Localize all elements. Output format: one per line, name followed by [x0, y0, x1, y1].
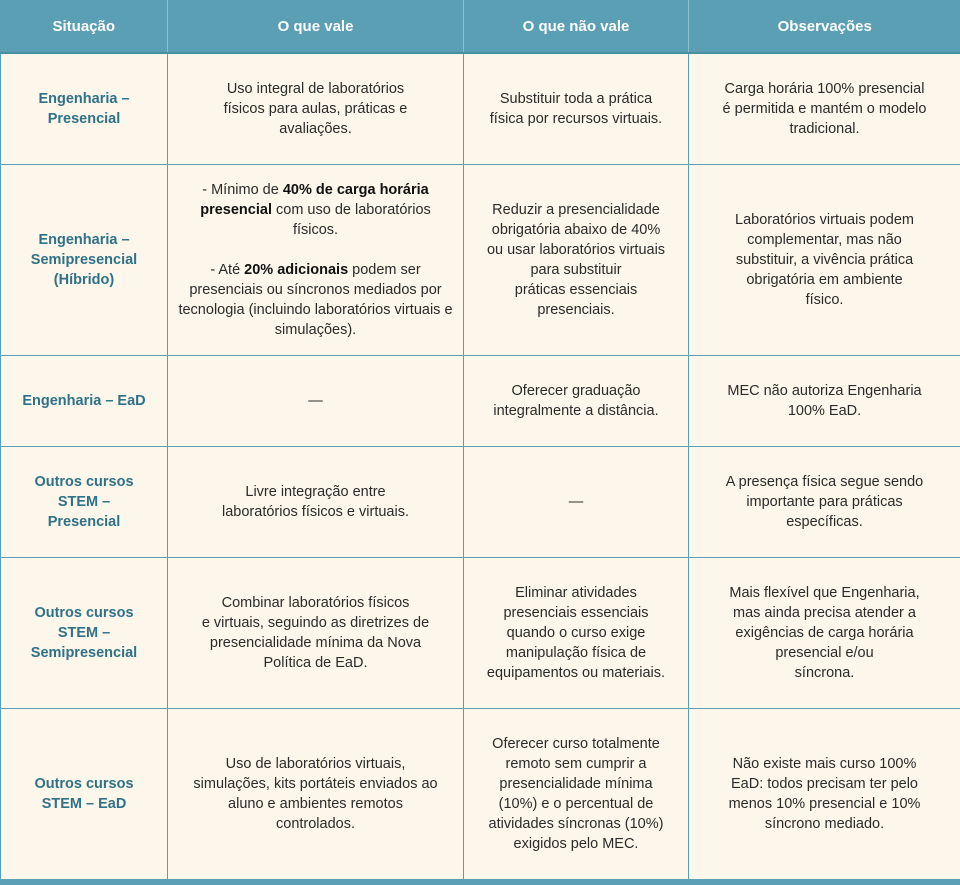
- situacao-cell: Engenharia – Presencial: [1, 53, 168, 165]
- nao-vale-cell: —: [464, 447, 689, 558]
- vale-highlight: 20% adicionais: [244, 262, 349, 278]
- vale-paragraph-2: [176, 260, 455, 340]
- vale-highlight: 40% de carga horária presencial: [200, 182, 429, 218]
- vale-cell: Combinar laboratórios físicos e virtuais, seguindo as diretrizes de presencialidade mínima da Nova Política de EaD.: [168, 558, 464, 709]
- header-o-que-nao-vale: O que não vale: [464, 0, 689, 53]
- observacoes-cell: A presença física segue sendo importante para práticas específicas.: [689, 447, 960, 558]
- table-row: [1, 558, 960, 709]
- vale-cell: Uso integral de laboratórios físicos para aulas, práticas e avaliações.: [168, 53, 464, 165]
- observacoes-cell: MEC não autoriza Engenharia 100% EaD.: [689, 356, 960, 447]
- header-situacao: Situação: [1, 0, 168, 53]
- situacao-cell: Engenharia – Semipresencial (Híbrido): [1, 165, 168, 356]
- header-observacoes: Observações: [689, 0, 960, 53]
- table-row: [1, 447, 960, 558]
- nao-vale-cell: Oferecer graduação integralmente a distância.: [464, 356, 689, 447]
- nao-vale-cell: Substituir toda a prática física por recursos virtuais.: [464, 53, 689, 165]
- header-o-que-vale: O que vale: [168, 0, 464, 53]
- situacao-cell: Engenharia – EaD: [1, 356, 168, 447]
- table-row: [1, 165, 960, 356]
- situacao-cell: Outros cursos STEM – EaD: [1, 709, 168, 880]
- observacoes-cell: Não existe mais curso 100% EaD: todos precisam ter pelo menos 10% presencial e 10% síncrono mediado.: [689, 709, 960, 880]
- situacao-cell: Outros cursos STEM – Semipresencial: [1, 558, 168, 709]
- nao-vale-cell: Reduzir a presencialidade obrigatória abaixo de 40% ou usar laboratórios virtuais para substituir práticas essenciais presenciais.: [464, 165, 689, 356]
- vale-cell: Uso de laboratórios virtuais, simulações, kits portáteis enviados ao aluno e ambientes remotos controlados.: [168, 709, 464, 880]
- table-header-row: [1, 0, 960, 53]
- nao-vale-cell: Eliminar atividades presenciais essenciais quando o curso exige manipulação física de equipamentos ou materiais.: [464, 558, 689, 709]
- vale-cell: —: [168, 356, 464, 447]
- observacoes-cell: Laboratórios virtuais podem complementar, mas não substituir, a vivência prática obrigatória em ambiente físico.: [689, 165, 960, 356]
- observacoes-cell: Mais flexível que Engenharia, mas ainda precisa atender a exigências de carga horária presencial e/ou síncrona.: [689, 558, 960, 709]
- table-row: [1, 53, 960, 165]
- observacoes-cell: Carga horária 100% presencial é permitida e mantém o modelo tradicional.: [689, 53, 960, 165]
- vale-text: podem ser presenciais ou síncronos mediados por tecnologia (incluindo laboratórios virtuais e simulações).: [178, 262, 453, 338]
- table-row: [1, 356, 960, 447]
- vale-cell: [168, 165, 464, 356]
- vale-text: - Até: [210, 262, 245, 278]
- vale-text: - Mínimo de: [202, 182, 283, 198]
- vale-paragraph-1: [176, 180, 455, 240]
- vale-text: com uso de laboratórios físicos.: [271, 202, 431, 238]
- nao-vale-cell: Oferecer curso totalmente remoto sem cumprir a presencialidade mínima (10%) e o percentual de atividades síncronas (10%) exigidos pelo MEC.: [464, 709, 689, 880]
- situacao-cell: Outros cursos STEM – Presencial: [1, 447, 168, 558]
- vale-cell: Livre integração entre laboratórios físicos e virtuais.: [168, 447, 464, 558]
- table-row: [1, 709, 960, 880]
